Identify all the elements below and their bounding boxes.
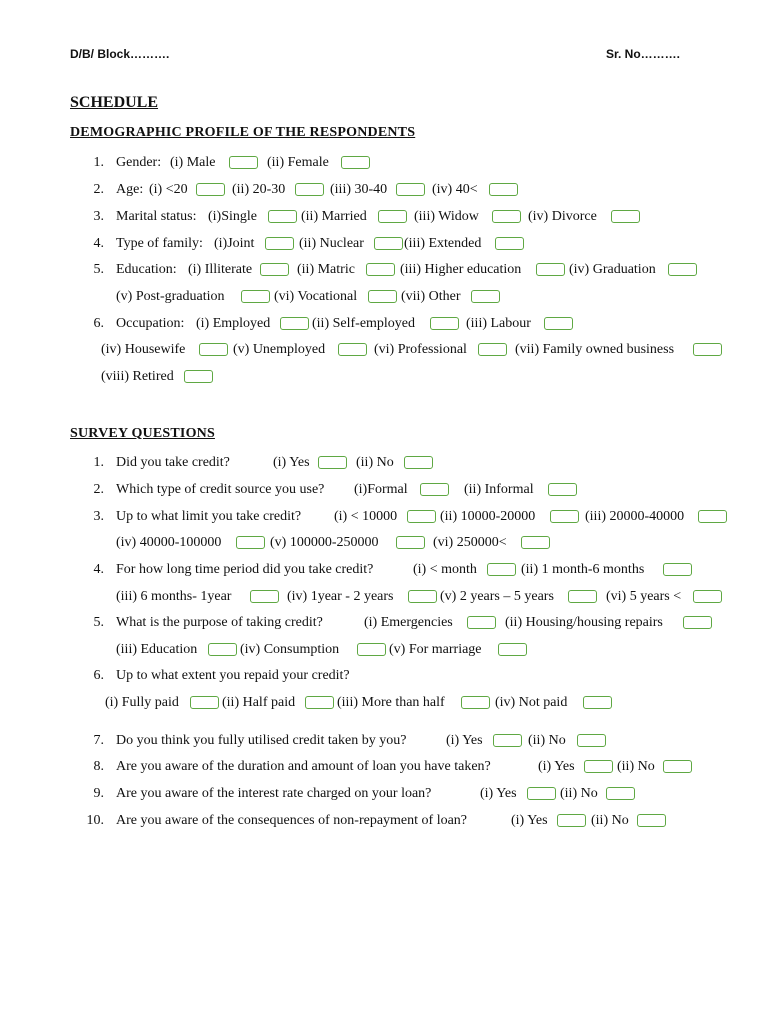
checkbox-yes[interactable] xyxy=(527,787,556,800)
option-label: (iii) 20000-40000 xyxy=(585,509,685,524)
option-label: (iv) 40< xyxy=(432,182,478,197)
checkbox-formal[interactable] xyxy=(420,483,449,496)
option-label: (iii) 30-40 xyxy=(330,182,388,197)
option-label: (iii) Labour xyxy=(466,316,531,331)
survey-question-5 xyxy=(0,613,768,633)
survey-question-7 xyxy=(0,731,768,751)
checkbox-half-paid[interactable] xyxy=(305,696,334,709)
serial-number-field: Sr. No………. xyxy=(606,47,681,61)
option-label: (ii) Nuclear xyxy=(299,236,364,251)
option-label: (v) 2 years – 5 years xyxy=(440,589,554,604)
page-title: SCHEDULE xyxy=(70,94,159,111)
option-label: (vi) Vocational xyxy=(274,289,358,304)
checkbox-extended[interactable] xyxy=(495,237,524,250)
option-label: (i)Formal xyxy=(354,482,408,497)
checkbox-widow[interactable] xyxy=(492,210,521,223)
checkbox-nuclear[interactable] xyxy=(374,237,403,250)
education-question-cont xyxy=(0,287,768,307)
question-number: 5. xyxy=(93,262,104,277)
checkbox-period-2[interactable] xyxy=(663,563,692,576)
option-label: (iii) 6 months- 1year xyxy=(116,589,232,604)
checkbox-marriage[interactable] xyxy=(498,643,527,656)
checkbox-matric[interactable] xyxy=(366,263,395,276)
survey-question-9 xyxy=(0,784,768,804)
survey-question-5-cont xyxy=(0,640,768,660)
age-question xyxy=(0,180,768,200)
option-label: (viii) Retired xyxy=(101,369,174,384)
option-label: (ii) Matric xyxy=(297,262,355,277)
option-label: (i) < 10000 xyxy=(334,509,398,524)
checkbox-consumption[interactable] xyxy=(357,643,386,656)
option-label: (i) Fully paid xyxy=(105,695,179,710)
checkbox-education[interactable] xyxy=(208,643,237,656)
survey-question-4 xyxy=(0,560,768,580)
checkbox-yes[interactable] xyxy=(584,760,613,773)
survey-question-1 xyxy=(0,453,768,473)
checkbox-limit-3[interactable] xyxy=(698,510,727,523)
checkbox-yes[interactable] xyxy=(557,814,586,827)
question-number: 3. xyxy=(93,209,104,224)
option-label: (iv) Divorce xyxy=(528,209,597,224)
option-label: (ii) No xyxy=(356,455,394,470)
question-label: Occupation: xyxy=(116,316,185,331)
checkbox-period-6[interactable] xyxy=(693,590,722,603)
question-number: 1. xyxy=(93,155,104,170)
option-label: (vi) 250000< xyxy=(433,535,507,550)
checkbox-age-under-20[interactable] xyxy=(196,183,225,196)
option-label: (iv) 1year - 2 years xyxy=(287,589,394,604)
option-label: (i) Illiterate xyxy=(188,262,253,277)
question-number: 5. xyxy=(93,615,104,630)
option-label: (iii) Education xyxy=(116,642,198,657)
option-label: (vii) Other xyxy=(401,289,461,304)
question-number: 4. xyxy=(93,236,104,251)
checkbox-limit-1[interactable] xyxy=(407,510,436,523)
option-label: (i) Yes xyxy=(480,786,517,801)
checkbox-graduation[interactable] xyxy=(668,263,697,276)
checkbox-housing[interactable] xyxy=(683,616,712,629)
checkbox-no[interactable] xyxy=(606,787,635,800)
checkbox-female[interactable] xyxy=(341,156,370,169)
checkbox-limit-4[interactable] xyxy=(236,536,265,549)
question-text: Did you take credit? xyxy=(116,455,230,470)
option-label: (ii) No xyxy=(591,813,629,828)
checkbox-not-paid[interactable] xyxy=(583,696,612,709)
checkbox-period-5[interactable] xyxy=(568,590,597,603)
option-label: (iii) Higher education xyxy=(400,262,522,277)
question-number: 6. xyxy=(93,668,104,683)
option-label: (ii) Married xyxy=(301,209,367,224)
checkbox-emergencies[interactable] xyxy=(467,616,496,629)
checkbox-housewife[interactable] xyxy=(199,343,228,356)
option-label: (i) Yes xyxy=(446,733,483,748)
option-label: (iv) Not paid xyxy=(495,695,568,710)
survey-question-6-cont xyxy=(0,693,768,713)
option-label: (i) Emergencies xyxy=(364,615,453,630)
question-label: Gender: xyxy=(116,155,162,170)
db-block-field: D/B/ Block………. xyxy=(70,47,170,61)
option-label: (ii) Self-employed xyxy=(312,316,416,331)
occupation-question-cont2 xyxy=(0,367,768,387)
option-label: (i) Yes xyxy=(511,813,548,828)
option-label: (iii) Widow xyxy=(414,209,479,224)
question-text: For how long time period did you take credit? xyxy=(116,562,374,577)
checkbox-married[interactable] xyxy=(378,210,407,223)
checkbox-yes[interactable] xyxy=(493,734,522,747)
survey-question-4-cont xyxy=(0,587,768,607)
option-label: (ii) Half paid xyxy=(222,695,296,710)
checkbox-employed[interactable] xyxy=(280,317,309,330)
checkbox-period-3[interactable] xyxy=(250,590,279,603)
checkbox-unemployed[interactable] xyxy=(338,343,367,356)
gender-question xyxy=(0,153,768,173)
question-text: Are you aware of the consequences of non-repayment of loan? xyxy=(116,813,468,828)
option-label: (iv) Graduation xyxy=(569,262,656,277)
option-label: (v) For marriage xyxy=(389,642,482,657)
checkbox-post-graduation[interactable] xyxy=(241,290,270,303)
option-label: (vii) Family owned business xyxy=(515,342,675,357)
option-label: (iii) More than half xyxy=(337,695,445,710)
option-label: (ii) 10000-20000 xyxy=(440,509,536,524)
question-number: 6. xyxy=(93,316,104,331)
option-label: (iv) Housewife xyxy=(101,342,186,357)
checkbox-male[interactable] xyxy=(229,156,258,169)
checkbox-joint[interactable] xyxy=(265,237,294,250)
checkbox-limit-6[interactable] xyxy=(521,536,550,549)
option-label: (i) Yes xyxy=(273,455,310,470)
question-number: 4. xyxy=(93,562,104,577)
checkbox-no[interactable] xyxy=(577,734,606,747)
question-label: Type of family: xyxy=(116,236,203,251)
family-type-question xyxy=(0,234,768,254)
option-label: (ii) Informal xyxy=(464,482,534,497)
question-text: Up to what extent you repaid your credit? xyxy=(116,668,350,683)
checkbox-age-20-30[interactable] xyxy=(295,183,324,196)
option-label: (i) Yes xyxy=(538,759,575,774)
question-text: Are you aware of the interest rate charged on your loan? xyxy=(116,786,432,801)
survey-heading: SURVEY QUESTIONS xyxy=(70,426,215,441)
option-label: (v) 100000-250000 xyxy=(270,535,379,550)
checkbox-self-employed[interactable] xyxy=(430,317,459,330)
checkbox-no[interactable] xyxy=(404,456,433,469)
option-label: (i) < month xyxy=(413,562,477,577)
option-label: (ii) 1 month-6 months xyxy=(521,562,645,577)
survey-question-10 xyxy=(0,811,768,831)
option-label: (i) <20 xyxy=(149,182,188,197)
checkbox-limit-5[interactable] xyxy=(396,536,425,549)
checkbox-yes[interactable] xyxy=(318,456,347,469)
checkbox-period-1[interactable] xyxy=(487,563,516,576)
checkbox-other[interactable] xyxy=(471,290,500,303)
checkbox-more-than-half[interactable] xyxy=(461,696,490,709)
question-text: Up to what limit you take credit? xyxy=(116,509,302,524)
survey-question-8 xyxy=(0,757,768,777)
checkbox-age-over-40[interactable] xyxy=(489,183,518,196)
checkbox-divorce[interactable] xyxy=(611,210,640,223)
checkbox-illiterate[interactable] xyxy=(260,263,289,276)
checkbox-higher-education[interactable] xyxy=(536,263,565,276)
option-label: (iv) Consumption xyxy=(240,642,340,657)
option-label: (ii) No xyxy=(560,786,598,801)
question-text: Which type of credit source you use? xyxy=(116,482,325,497)
question-number: 1. xyxy=(93,455,104,470)
checkbox-period-4[interactable] xyxy=(408,590,437,603)
question-number: 2. xyxy=(93,482,104,497)
checkbox-professional[interactable] xyxy=(478,343,507,356)
option-label: (vi) Professional xyxy=(374,342,467,357)
option-label: (v) Post-graduation xyxy=(116,289,225,304)
option-label: (i)Single xyxy=(208,209,257,224)
option-label: (i) Employed xyxy=(196,316,271,331)
question-label: Education: xyxy=(116,262,177,277)
checkbox-labour[interactable] xyxy=(544,317,573,330)
question-number: 9. xyxy=(93,786,104,801)
checkbox-informal[interactable] xyxy=(548,483,577,496)
option-label: (ii) Housing/housing repairs xyxy=(505,615,663,630)
checkbox-limit-2[interactable] xyxy=(550,510,579,523)
survey-question-3-cont xyxy=(0,533,768,553)
question-label: Age: xyxy=(116,182,144,197)
question-number: 8. xyxy=(93,759,104,774)
survey-question-6 xyxy=(0,666,768,686)
checkbox-no[interactable] xyxy=(637,814,666,827)
question-label: Marital status: xyxy=(116,209,197,224)
option-label: (v) Unemployed xyxy=(233,342,326,357)
option-label: (ii) No xyxy=(617,759,655,774)
question-text: What is the purpose of taking credit? xyxy=(116,615,323,630)
option-label: (iii) Extended xyxy=(404,236,482,251)
checkbox-retired[interactable] xyxy=(184,370,213,383)
option-label: (ii) Female xyxy=(267,155,329,170)
marital-status-question xyxy=(0,207,768,227)
question-number: 3. xyxy=(93,509,104,524)
question-number: 7. xyxy=(93,733,104,748)
occupation-question xyxy=(0,314,768,334)
option-label: (i)Joint xyxy=(214,236,255,251)
education-question xyxy=(0,260,768,280)
option-label: (vi) 5 years < xyxy=(606,589,682,604)
checkbox-fully-paid[interactable] xyxy=(190,696,219,709)
checkbox-vocational[interactable] xyxy=(368,290,397,303)
demographic-heading: DEMOGRAPHIC PROFILE OF THE RESPONDENTS xyxy=(70,125,416,140)
survey-question-3 xyxy=(0,507,768,527)
survey-question-2 xyxy=(0,480,768,500)
checkbox-age-30-40[interactable] xyxy=(396,183,425,196)
question-number: 10. xyxy=(86,813,104,828)
option-label: (ii) 20-30 xyxy=(232,182,286,197)
checkbox-family-business[interactable] xyxy=(693,343,722,356)
option-label: (iv) 40000-100000 xyxy=(116,535,222,550)
question-text: Do you think you fully utilised credit taken by you? xyxy=(116,733,407,748)
question-number: 2. xyxy=(93,182,104,197)
question-text: Are you aware of the duration and amount of loan you have taken? xyxy=(116,759,491,774)
occupation-question-cont xyxy=(0,340,768,360)
option-label: (ii) No xyxy=(528,733,566,748)
option-label: (i) Male xyxy=(170,155,216,170)
checkbox-no[interactable] xyxy=(663,760,692,773)
checkbox-single[interactable] xyxy=(268,210,297,223)
